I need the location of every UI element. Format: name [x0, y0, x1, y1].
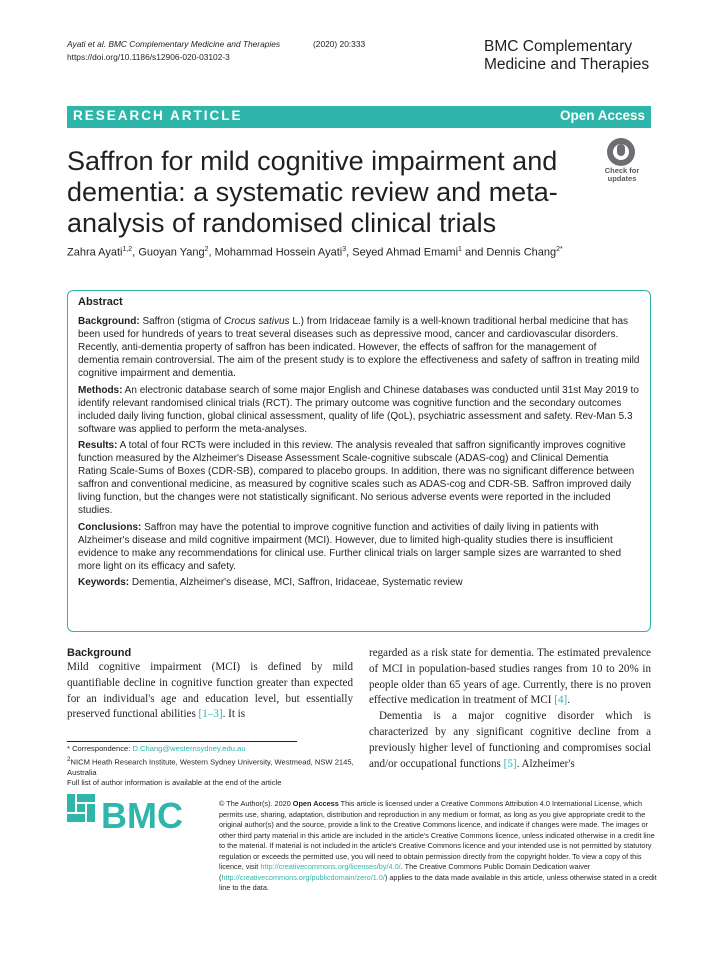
license-text: ) applies to the data made available in this article, unless otherwise stated in a credit line to the data.	[219, 872, 657, 892]
citation-year: (2020) 20:333	[313, 39, 366, 49]
body-paragraph	[369, 646, 651, 709]
author-affiliation: 2	[204, 246, 209, 253]
body-text: . Alzheimer's	[516, 757, 575, 770]
reference-link[interactable]: [4]	[554, 694, 568, 707]
license-open-access: Open Access	[292, 799, 339, 808]
reference-link[interactable]: [1–3]	[198, 708, 223, 721]
abstract-box	[67, 290, 651, 632]
body-text: .	[567, 694, 570, 707]
body-text: Mild cognitive impairment (MCI) is defined by mild quantifiable decline in cognitive function greater than expected for an individual's age and education level, but essentially preserved functional abilities	[67, 661, 353, 721]
body-text: Dementia is a major cognitive disorder which is characterized by any significant cognitive decline from a previously higher level of functioning and compromises social and/or occupational functions	[369, 710, 651, 770]
author-name: Zahra Ayati	[67, 246, 123, 259]
footnote-divider	[67, 741, 297, 742]
body-text: regarded as a risk state for dementia. The estimated prevalence of MCI in population-based studies ranges from 10 to 20% in people older than 65 years of age. Currently, there is no proven effective medication in treatment of MCI	[369, 647, 651, 707]
bmc-logo-text: BMC	[101, 795, 183, 834]
license-copyright: © The Author(s). 2020	[219, 799, 293, 808]
body-paragraph	[67, 660, 353, 723]
citation-journal: Ayati et al. BMC Complementary Medicine and Therapies	[67, 39, 281, 49]
abstract-keywords	[78, 576, 640, 589]
author-affiliation: 1	[458, 246, 462, 253]
check-for-updates-label	[595, 167, 649, 183]
journal-name	[484, 38, 649, 74]
doi-link[interactable]: https://doi.org/10.1186/s12906-020-03102-3	[67, 52, 230, 62]
bmc-logo	[67, 794, 207, 834]
abstract-conclusions	[78, 521, 640, 573]
author-separator: ,	[346, 246, 353, 259]
affiliation-text: NICM Heath Research Institute, Western Sydney University, Westmead, NSW 2145, Australia	[67, 757, 354, 777]
section-text: Dementia, Alzheimer's disease, MCI, Saffron, Iridaceae, Systematic review	[129, 576, 463, 588]
abstract-background	[78, 315, 640, 380]
bmc-logo-graphic	[67, 794, 207, 834]
correspondence-label: * Correspondence:	[67, 744, 133, 753]
section-text: An electronic database search of some major English and Chinese databases was conducted until 31st May 2019 to identify relevant randomised clinical trials (RCT). The primary outcome was cognitive function and the secondary outcomes included daily living function, global clinical assessment, quality of life (QoL), psychiatric assessment and safety. Rev-Man 5.3 software was applied to perform the meta-analyses.	[78, 384, 639, 435]
section-label: Conclusions:	[78, 521, 142, 533]
section-text: Saffron may have the potential to improve cognitive function and activities of daily living in patients with Alzheimer's disease and mild cognitive impairment (MCI). However, due to limited high-quality studies there is insufficient evidence to make any recommendations for clinical use. Further clinical trials on larger sample sizes are warranted to shed more light on its efficacy and safety.	[78, 521, 622, 572]
correspondence-email[interactable]: D.Chang@westernsydney.edu.au	[132, 744, 246, 753]
correspondence	[67, 744, 357, 755]
section-text: Saffron (stigma of	[139, 316, 224, 328]
author-name: Mohammad Hossein Ayati	[214, 246, 343, 259]
license-url[interactable]: http://creativecommons.org/licenses/by/4.0/	[260, 862, 401, 871]
affiliation	[67, 755, 357, 779]
author-separator: ,	[208, 246, 215, 259]
license-text: . The Creative Commons Public Domain Dedication waiver (	[219, 862, 591, 882]
article-type-label: RESEARCH ARTICLE	[73, 108, 243, 123]
author-separator: ,	[132, 246, 139, 259]
title-line: dementia: a systematic review and meta-	[67, 177, 558, 207]
public-domain-url[interactable]: http://creativecommons.org/publicdomain/zero/1.0/	[221, 872, 385, 882]
footnotes	[67, 744, 357, 789]
author-list	[67, 246, 563, 259]
journal-name-line1: BMC Complementary	[484, 38, 633, 55]
section-heading: Background	[67, 647, 132, 659]
section-label: Methods:	[78, 384, 123, 396]
journal-name-line2: Medicine and Therapies	[484, 56, 650, 73]
article-title	[67, 146, 577, 239]
section-label: Keywords:	[78, 576, 130, 588]
license-text: This article is licensed under a Creative Commons Attribution 4.0 International License, which permits use, sharing, adaptation, distribution and reproduction in any medium or format, as long as you give appropriate credit to the original author(s) and the source, provide a link to the Creative Commons licence, and indicate if changes were made. The images or other third party material in this article are included in the article's Creative Commons licence, unless indicated otherwise in a credit line to the material. If material is not included in the article's Creative Commons licence and your intended use is not permitted by statutory regulation or exceeds the permitted use, you will need to obtain permission directly from the copyright holder. To view a copy of this licence, visit	[219, 799, 655, 871]
reference-link[interactable]: [5]	[503, 757, 517, 770]
body-paragraph	[369, 709, 651, 772]
section-label: Background:	[78, 316, 140, 328]
author-name: Guoyan Yang	[138, 246, 205, 259]
open-access-label: Open Access	[559, 108, 645, 123]
species-name: Crocus sativus	[223, 316, 290, 328]
author-name: Seyed Ahmad Emami	[352, 246, 459, 259]
badge-line2: updates	[607, 174, 637, 183]
check-for-updates-icon	[607, 138, 635, 166]
author-name: Dennis Chang	[486, 246, 557, 259]
badge-line1: Check for	[604, 166, 640, 175]
section-label: Results:	[78, 439, 118, 451]
citation-line	[67, 38, 366, 51]
author-affiliation: 3	[342, 246, 347, 253]
author-affiliation: 2*	[556, 246, 563, 253]
author-info-note: Full list of author information is available at the end of the article	[67, 778, 282, 788]
abstract-results	[78, 439, 640, 518]
abstract-methods	[78, 384, 640, 436]
article-type-banner	[67, 106, 651, 128]
affiliation-number: 2	[67, 755, 71, 763]
body-column-left	[67, 646, 353, 723]
author-affiliation: 1,2	[122, 246, 133, 253]
license-statement	[219, 799, 659, 894]
citation-header	[67, 38, 366, 64]
title-line: Saffron for mild cognitive impairment and	[67, 146, 558, 176]
title-line: analysis of randomised clinical trials	[67, 208, 497, 238]
abstract-heading: Abstract	[78, 296, 123, 308]
body-column-right	[369, 646, 651, 772]
body-text: . It is	[222, 708, 246, 721]
section-text: L.) from Iridaceae family is a well-known traditional herbal medicine that has been used for hundreds of years to treat several diseases such as depressive mood, cancer and cardiovascular disorders. Recently, anti-dementia property of saffron has been indicated. However, the effects of saffron for the management of dementia remain controversial. The aim of the present study is to explore the effectiveness and safety of saffron in treating mild cognitive impairment and dementia.	[78, 316, 640, 380]
author-separator: and	[461, 246, 487, 259]
section-text: A total of four RCTs were included in this review. The analysis revealed that saffron significantly improves cognitive function measured by the Alzheimer's Disease Assessment Scale-cognitive subscale (ADAS-cog) and Clinical Dementia Rating Scale-Sums of Boxes (CDR-SB), compared to placebo groups. In addition, there was no significant difference between saffron and conventional medicine, as measured by cognitive scales such as ADAS-cog and CDR-SB. Saffron improved daily living function, but the changes were not statistically significant. No serious adverse events were reported in the included studies.	[78, 439, 635, 517]
check-for-updates-badge[interactable]	[595, 136, 649, 190]
